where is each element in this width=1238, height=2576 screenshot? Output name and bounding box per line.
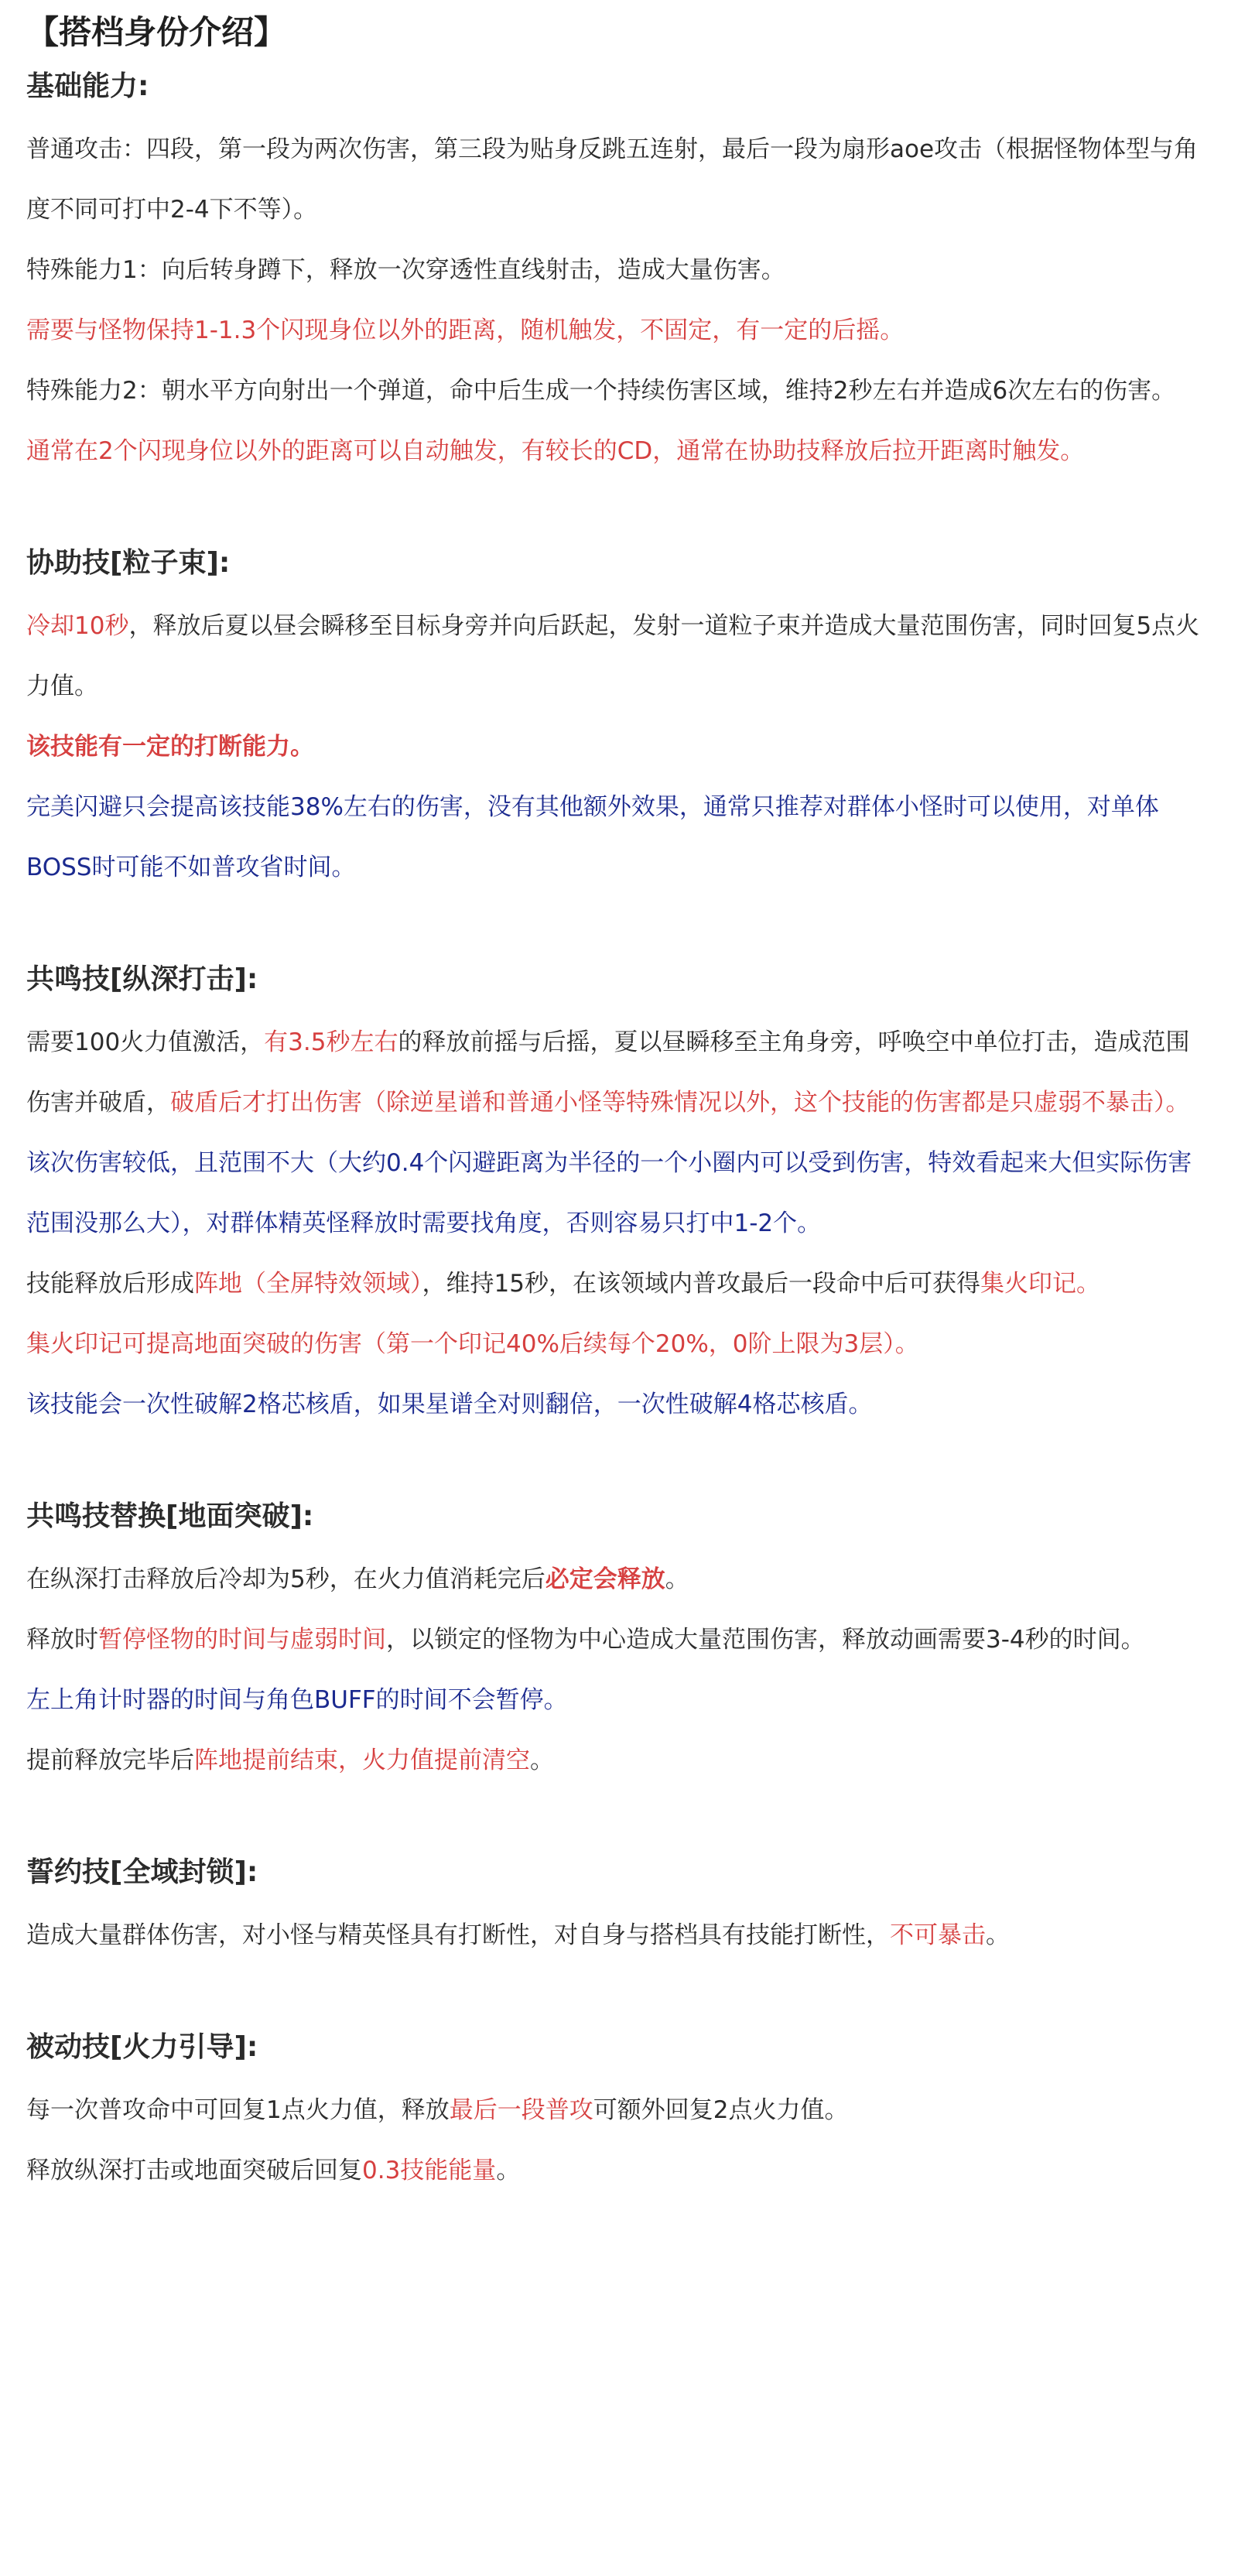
paragraph xyxy=(26,717,1212,777)
text-run: 。 xyxy=(530,1746,554,1774)
paragraph xyxy=(26,1670,1212,1730)
section-heading: 共鸣技[纵深打击]: xyxy=(26,963,258,995)
paragraph xyxy=(26,1314,1212,1374)
text-run: 技能释放后形成 xyxy=(26,1270,194,1298)
text-run: 需要与怪物保持1-1.3个闪现身位以外的距离，随机触发，不固定，有一定的后摇。 xyxy=(26,316,905,344)
section xyxy=(26,1495,1212,1791)
section-heading: 誓约技[全域封锁]: xyxy=(26,1856,258,1888)
text-run: 提前释放完毕后 xyxy=(26,1746,194,1774)
text-run: 集火印记。 xyxy=(980,1270,1100,1298)
section-heading: 基础能力: xyxy=(26,70,149,102)
section-heading: 共鸣技替换[地面突破]: xyxy=(26,1500,314,1532)
section-spacer xyxy=(26,1435,1212,1495)
paragraph xyxy=(26,1730,1212,1791)
text-run: 普通攻击：四段，第一段为两次伤害，第三段为贴身反跳五连射，最后一段为扇形aoe攻击（根据怪物体型与角度不同可打中2-4下不等）。 xyxy=(26,135,1199,224)
text-run: 造成大量群体伤害，对小怪与精英怪具有打断性，对自身与搭档具有技能打断性， xyxy=(26,1921,890,1949)
text-run: 特殊能力1：向后转身蹲下，释放一次穿透性直线射击，造成大量伤害。 xyxy=(26,256,785,284)
text-run: 的释放前摇与后摇，夏以昼瞬移至主角身旁，呼唤空中单位打击，造成范围伤害并破盾， xyxy=(26,1028,1190,1117)
section-spacer xyxy=(26,1791,1212,1851)
page-title: 【搭档身份介绍】 xyxy=(26,13,287,51)
paragraph xyxy=(26,1610,1212,1670)
text-run: 最后一段普攻 xyxy=(449,2096,593,2124)
paragraph xyxy=(26,361,1212,421)
section xyxy=(26,65,1212,481)
text-run: 该次伤害较低，且范围不大（大约0.4个闪避距离为半径的一个小圈内可以受到伤害，特效看起来大但实际伤害范围没那么大），对群体精英怪释放时需要找角度，否则容易只打中1-2个。 xyxy=(26,1149,1192,1237)
paragraph xyxy=(26,777,1212,898)
text-run: 。 xyxy=(665,1565,689,1593)
section-heading: 被动技[火力引导]: xyxy=(26,2031,258,2063)
text-run: 需要100火力值激活， xyxy=(26,1028,265,1056)
text-run: 暂停怪物的时间与虚弱时间 xyxy=(98,1626,386,1654)
text-run: 阵地提前结束，火力值提前清空 xyxy=(194,1746,530,1774)
paragraph xyxy=(26,2140,1212,2201)
text-run: 集火印记可提高地面突破的伤害（第一个印记40%后续每个20%，0阶上限为3层）。 xyxy=(26,1330,919,1358)
paragraph xyxy=(26,421,1212,481)
text-run: 0.3技能能量 xyxy=(362,2157,497,2184)
text-run: 特殊能力2：朝水平方向射出一个弹道，命中后生成一个持续伤害区域，维持2秒左右并造成6次左右的伤害。 xyxy=(26,377,1176,405)
text-run: 。 xyxy=(986,1921,1010,1949)
text-run: 该技能会一次性破解2格芯核盾，如果星谱全对则翻倍，一次性破解4格芯核盾。 xyxy=(26,1391,873,1418)
text-run: 完美闪避只会提高该技能38%左右的伤害，没有其他额外效果，通常只推荐对群体小怪时可以使用，对单体BOSS时可能不如普攻省时间。 xyxy=(26,793,1159,881)
text-run: 通常在2个闪现身位以外的距离可以自动触发，有较长的CD，通常在协助技释放后拉开距离时触发。 xyxy=(26,437,1085,465)
section xyxy=(26,958,1212,1435)
text-run: ，维持15秒，在该领域内普攻最后一段命中后可获得 xyxy=(422,1270,980,1298)
section-spacer xyxy=(26,898,1212,958)
section xyxy=(26,1851,1212,1965)
section xyxy=(26,2026,1212,2201)
text-run: 释放纵深打击或地面突破后回复 xyxy=(26,2157,362,2184)
paragraph xyxy=(26,1133,1212,1254)
paragraph xyxy=(26,1549,1212,1610)
paragraph xyxy=(26,1374,1212,1435)
text-run: 阵地（全屏特效领域） xyxy=(194,1270,422,1298)
section-spacer xyxy=(26,481,1212,542)
paragraph xyxy=(26,1254,1212,1314)
text-run: 在纵深打击释放后冷却为5秒，在火力值消耗完后 xyxy=(26,1565,545,1593)
text-run: 有3.5秒左右 xyxy=(264,1028,398,1056)
section-heading: 协助技[粒子束]: xyxy=(26,547,231,579)
paragraph xyxy=(26,240,1212,300)
paragraph xyxy=(26,1012,1212,1133)
text-run: 不可暴击 xyxy=(890,1921,986,1949)
paragraph xyxy=(26,596,1212,717)
section-spacer xyxy=(26,1965,1212,2026)
text-run: 可额外回复2点火力值。 xyxy=(593,2096,849,2124)
paragraph xyxy=(26,2080,1212,2140)
text-run: 释放时 xyxy=(26,1626,98,1654)
sections-container xyxy=(26,65,1212,2201)
text-run: ，以锁定的怪物为中心造成大量范围伤害，释放动画需要3-4秒的时间。 xyxy=(386,1626,1145,1654)
text-run: 该技能有一定的打断能力。 xyxy=(26,733,314,761)
text-run: 每一次普攻命中可回复1点火力值，释放 xyxy=(26,2096,450,2124)
text-run: 必定会释放 xyxy=(545,1565,665,1593)
paragraph xyxy=(26,1905,1212,1965)
text-run: 破盾后才打出伤害（除逆星谱和普通小怪等特殊情况以外，这个技能的伤害都是只虚弱不暴击）。 xyxy=(170,1089,1190,1117)
text-run: ，释放后夏以昼会瞬移至目标身旁并向后跃起，发射一道粒子束并造成大量范围伤害，同时回复5点火力值。 xyxy=(26,612,1200,700)
text-run: 冷却10秒 xyxy=(26,612,129,640)
section xyxy=(26,542,1212,898)
paragraph xyxy=(26,119,1212,240)
text-run: 左上角计时器的时间与角色BUFF的时间不会暂停。 xyxy=(26,1686,568,1714)
paragraph xyxy=(26,300,1212,361)
text-run: 。 xyxy=(496,2157,521,2184)
